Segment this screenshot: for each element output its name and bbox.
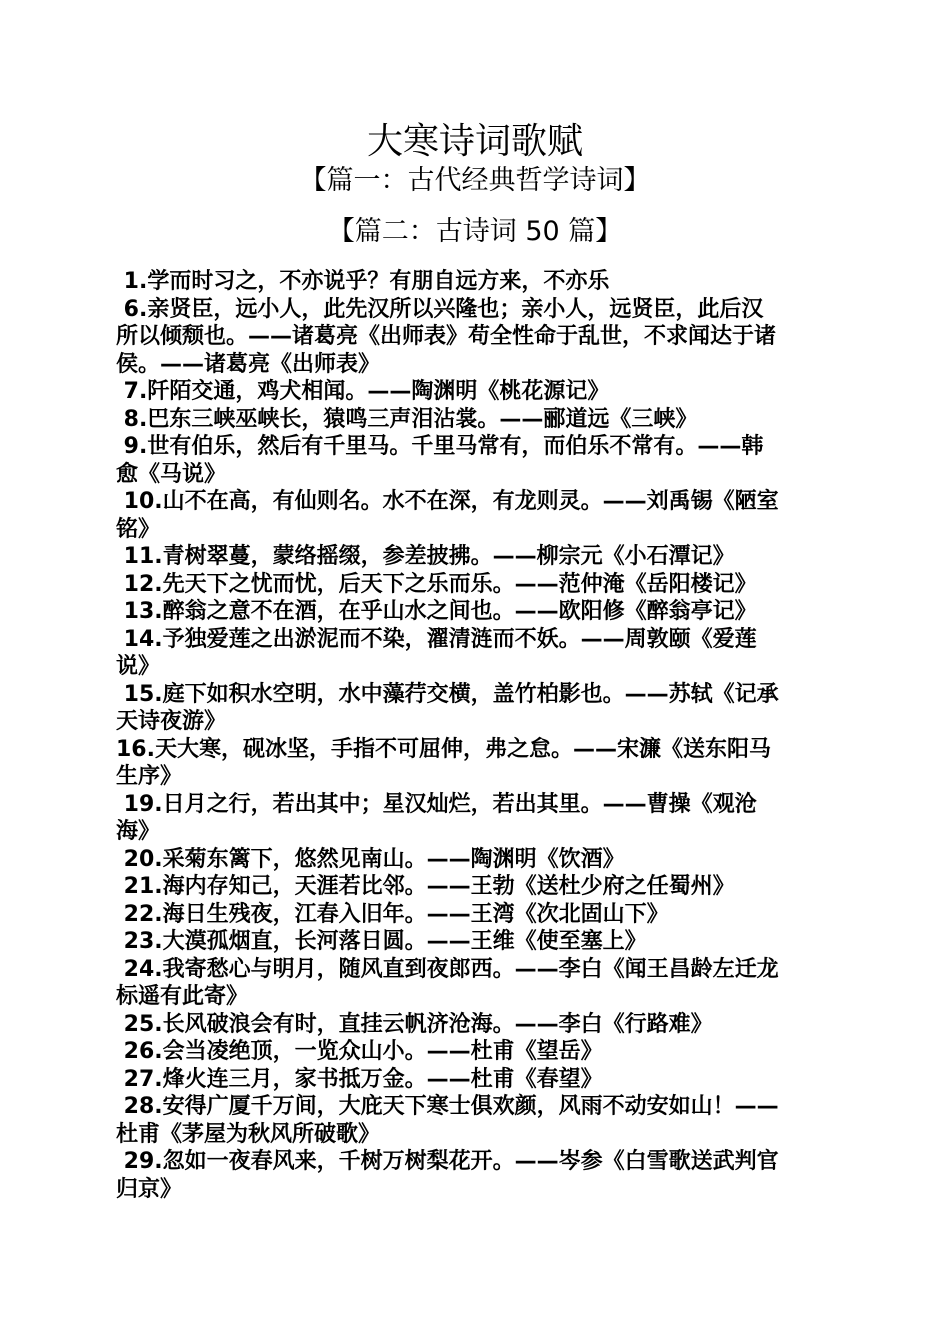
section-heading-2: 【篇二：古诗词 50 篇】 — [327, 216, 623, 247]
text-line: 1.学而时习之，不亦说乎？有朋自远方来，不亦乐 — [116, 269, 610, 294]
text-line: 20.采菊东篱下，悠然见南山。——陶渊明《饮酒》 — [116, 846, 625, 872]
text-line: 26.会当凌绝顶，一览众山小。——杜甫《望岳》 — [116, 1039, 603, 1064]
text-line: 29.忽如一夜春风来，千树万树梨花开。——岑参《白雪歌送武判官 — [116, 1149, 779, 1174]
text-line: 标遥有此寄》 — [116, 984, 249, 1009]
text-line: 16.天大寒，砚冰坚，手指不可屈伸，弗之怠。——宋濂《送东阳马 — [116, 736, 771, 762]
document-title: 大寒诗词歌赋 — [366, 121, 583, 162]
text-line: 天诗夜游》 — [116, 709, 227, 734]
text-line: 25.长风破浪会有时，直挂云帆济沧海。——李白《行路难》 — [116, 1011, 713, 1037]
text-line: 11.青树翠蔓，蒙络摇缀，参差披拂。——柳宗元《小石潭记》 — [116, 544, 735, 569]
text-line: 10.山不在高，有仙则名。水不在深，有龙则灵。——刘禹锡《陋室 — [116, 489, 779, 514]
text-line: 19.日月之行，若出其中；星汉灿烂，若出其里。——曹操《观沧 — [116, 791, 757, 817]
text-line: 生序》 — [116, 764, 183, 789]
text-line: 13.醉翁之意不在酒，在乎山水之间也。——欧阳修《醉翁亭记》 — [116, 599, 757, 624]
text-line: 归京》 — [116, 1176, 183, 1202]
text-line: 铭》 — [116, 516, 161, 542]
section-heading-1: 【篇一：古代经典哲学诗词】 — [299, 165, 651, 196]
text-line: 侯。——诸葛亮《出师表》 — [116, 351, 381, 377]
text-line: 7.阡陌交通，鸡犬相闻。——陶渊明《桃花源记》 — [116, 379, 610, 404]
text-line: 说》 — [116, 654, 161, 679]
text-line: 22.海日生残夜，江春入旧年。——王湾《次北固山下》 — [116, 901, 669, 927]
text-line: 21.海内存知己，天涯若比邻。——王勃《送杜少府之任蜀州》 — [116, 874, 735, 899]
text-line: 24.我寄愁心与明月，随风直到夜郎西。——李白《闻王昌龄左迁龙 — [116, 956, 779, 982]
text-line: 愈《马说》 — [116, 461, 227, 487]
text-line: 9.世有伯乐，然后有千里马。千里马常有，而伯乐不常有。——韩 — [116, 434, 764, 459]
text-line: 15.庭下如积水空明，水中藻荇交横，盖竹柏影也。——苏轼《记承 — [116, 681, 779, 707]
text-line: 6.亲贤臣，远小人，此先汉所以兴隆也；亲小人，远贤臣，此后汉 — [116, 296, 764, 322]
text-line: 23.大漠孤烟直，长河落日圆。——王维《使至塞上》 — [116, 929, 647, 954]
text-line: 27.烽火连三月，家书抵万金。——杜甫《春望》 — [116, 1066, 603, 1092]
text-line: 8.巴东三峡巫峡长，猿鸣三声泪沾裳。——郦道远《三峡》 — [116, 406, 698, 432]
text-line: 12.先天下之忧而忧，后天下之乐而乐。——范仲淹《岳阳楼记》 — [116, 571, 757, 597]
text-line: 14.予独爱莲之出淤泥而不染，濯清涟而不妖。——周敦颐《爱莲 — [116, 626, 757, 652]
text-line: 杜甫《茅屋为秋风所破歌》 — [116, 1121, 381, 1147]
poem-list — [116, 268, 832, 1203]
text-line: 海》 — [116, 819, 161, 844]
text-line: 28.安得广厦千万间，大庇天下寒士俱欢颜，风雨不动安如山！—— — [116, 1094, 779, 1119]
text-line: 所以倾颓也。——诸葛亮《出师表》苟全性命于乱世，不求闻达于诸 — [116, 324, 777, 349]
